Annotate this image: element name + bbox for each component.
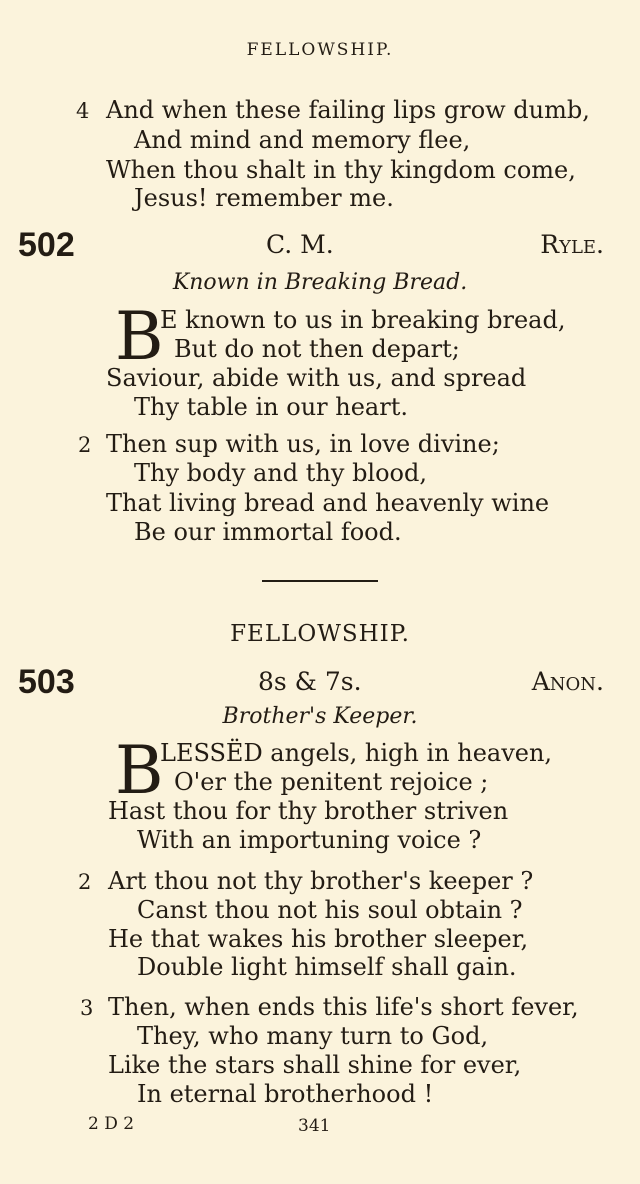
page-number: 341 xyxy=(298,1116,331,1136)
drop-cap: B xyxy=(115,298,164,375)
verse-number: 2 xyxy=(78,870,92,894)
verse-line: Saviour, abide with us, and spread xyxy=(106,364,527,392)
verse-line: Like the stars shall shine for ever, xyxy=(108,1051,522,1079)
section-heading: FELLOWSHIP. xyxy=(230,621,410,647)
verse-line: In eternal brotherhood ! xyxy=(137,1080,434,1108)
verse-line: LESSËD angels, high in heaven, xyxy=(160,739,553,767)
verse-line: Thy table in our heart. xyxy=(134,393,408,421)
verse-line: And mind and memory flee, xyxy=(134,126,471,154)
verse-line: Hast thou for thy brother striven xyxy=(108,797,509,825)
section-divider xyxy=(262,580,378,582)
verse-number: 4 xyxy=(76,99,90,123)
verse-number: 2 xyxy=(78,433,92,457)
verse-line: And when these failing lips grow dumb, xyxy=(106,96,590,124)
hymn-author: Anon. xyxy=(531,667,604,696)
hymn-number: 503 xyxy=(18,663,75,701)
hymn-number: 502 xyxy=(18,226,75,264)
hymn-subtitle: Brother's Keeper. xyxy=(222,704,418,729)
verse-line: Art thou not thy brother's keeper ? xyxy=(108,867,534,895)
running-header: FELLOWSHIP. xyxy=(246,40,394,60)
verse-line: E known to us in breaking bread, xyxy=(160,306,566,334)
verse-line: They, who many turn to God, xyxy=(137,1022,489,1050)
drop-cap: B xyxy=(115,732,164,809)
verse-line: Then sup with us, in love divine; xyxy=(106,430,500,458)
hymn-meter: C. M. xyxy=(266,230,334,259)
verse-line: Canst thou not his soul obtain ? xyxy=(137,896,523,924)
verse-line: That living bread and heavenly wine xyxy=(106,489,550,517)
verse-line: Thy body and thy blood, xyxy=(134,459,427,487)
verse-line: Double light himself shall gain. xyxy=(137,953,517,981)
hymn-meter: 8s & 7s. xyxy=(258,667,362,696)
verse-line: Then, when ends this life's short fever, xyxy=(108,993,579,1021)
verse-line: Be our immortal food. xyxy=(134,518,402,546)
verse-number: 3 xyxy=(80,996,94,1020)
signature-mark: 2 D 2 xyxy=(88,1114,135,1134)
verse-line: When thou shalt in thy kingdom come, xyxy=(106,156,576,184)
hymn-author: Ryle. xyxy=(540,230,604,259)
verse-line: With an importuning voice ? xyxy=(137,826,482,854)
verse-line: He that wakes his brother sleeper, xyxy=(108,925,529,953)
hymn-subtitle: Known in Breaking Bread. xyxy=(172,270,468,295)
verse-line: Jesus! remember me. xyxy=(134,184,394,212)
verse-line: O'er the penitent rejoice ; xyxy=(174,768,489,796)
verse-line: But do not then depart; xyxy=(174,335,460,363)
